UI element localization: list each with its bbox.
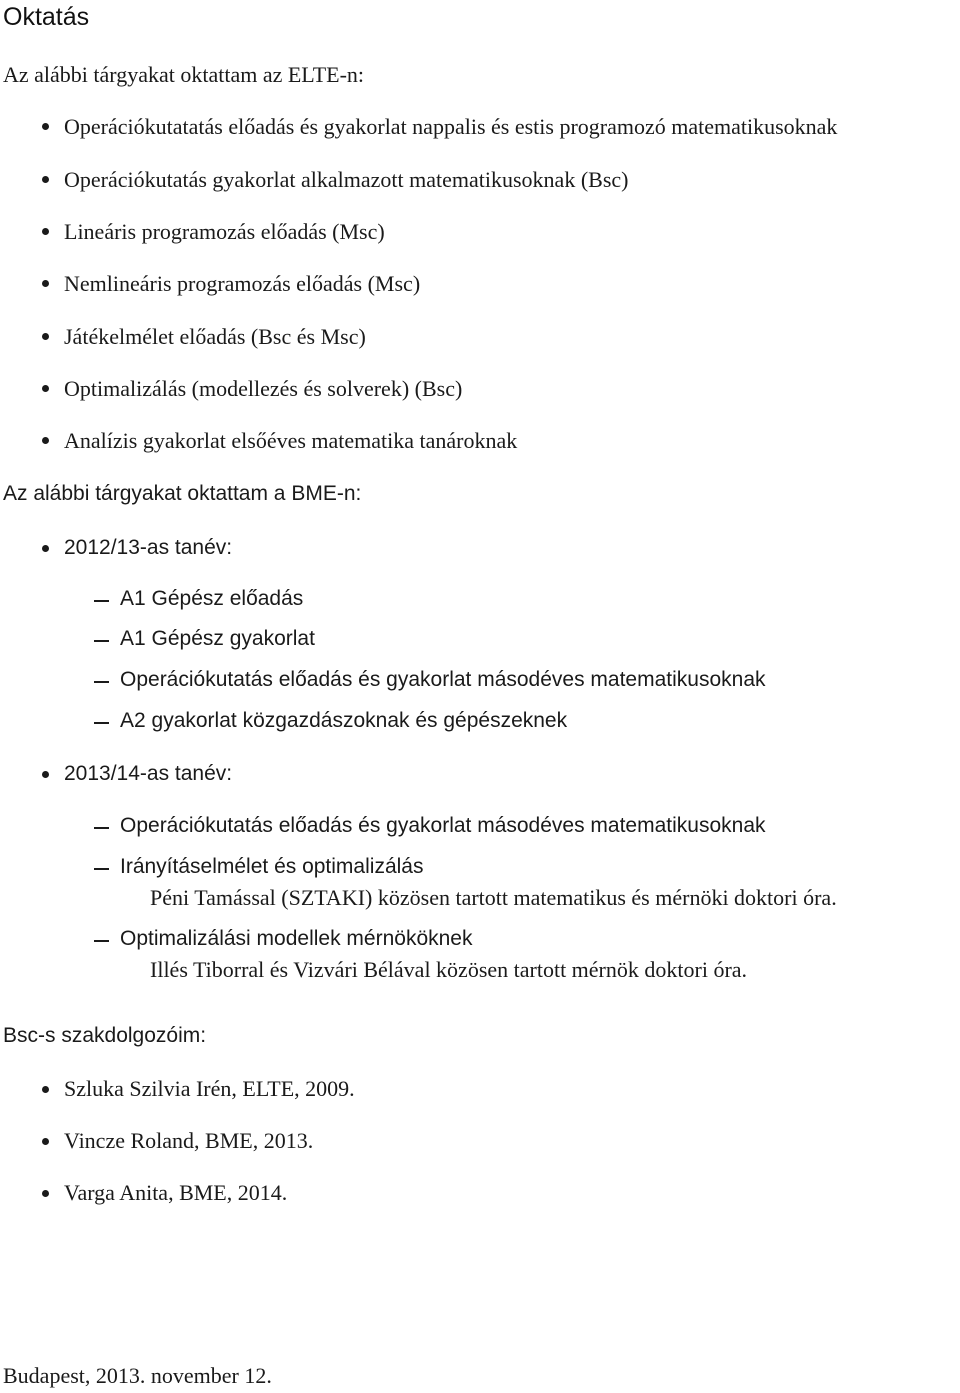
dash-icon <box>94 827 109 829</box>
bullet-icon <box>42 545 49 552</box>
thesis-student-item: Szluka Szilvia Irén, ELTE, 2009. <box>64 1076 355 1101</box>
bme-course-item: Irányításelmélet és optimalizálás <box>120 855 424 878</box>
bullet-icon <box>42 385 49 392</box>
bme-course-item: Operációkutatás előadás és gyakorlat másodéves matematikusoknak <box>120 668 766 691</box>
elte-course-item: Játékelmélet előadás (Bsc és Msc) <box>64 324 366 349</box>
bme-course-note: Péni Tamással (SZTAKI) közösen tartott matematikus és mérnöki doktori óra. <box>150 885 837 910</box>
dash-icon <box>94 681 109 683</box>
bullet-icon <box>42 333 49 340</box>
bullet-icon <box>42 1138 49 1145</box>
elte-course-item: Nemlineáris programozás előadás (Msc) <box>64 271 421 296</box>
elte-course-item: Optimalizálás (modellezés és solverek) (Bsc) <box>64 376 463 401</box>
bullet-icon <box>42 1086 49 1093</box>
dash-icon <box>94 722 109 724</box>
elte-intro: Az alábbi tárgyakat oktattam az ELTE-n: <box>3 62 365 87</box>
bullet-icon <box>42 771 49 778</box>
bme-course-item: A2 gyakorlat közgazdászoknak és gépészeknek <box>120 709 568 732</box>
dash-icon <box>94 640 109 642</box>
dash-icon <box>94 940 109 942</box>
thesis-student-item: Vincze Roland, BME, 2013. <box>64 1128 314 1153</box>
bme-course-item: Operációkutatás előadás és gyakorlat másodéves matematikusoknak <box>120 814 766 837</box>
bullet-icon <box>42 123 49 130</box>
bme-year-label: 2013/14-as tanév: <box>64 762 233 785</box>
bullet-icon <box>42 228 49 235</box>
dash-icon <box>94 868 109 870</box>
elte-course-item: Lineáris programozás előadás (Msc) <box>64 219 385 244</box>
bullet-icon <box>42 280 49 287</box>
bme-intro: Az alábbi tárgyakat oktattam a BME-n: <box>3 482 362 505</box>
thesis-student-item: Varga Anita, BME, 2014. <box>64 1180 288 1205</box>
elte-course-item: Operációkutatatás előadás és gyakorlat nappalis és estis programozó matematikusoknak <box>64 114 838 139</box>
bme-course-note: Illés Tiborral és Vizvári Bélával közösen tartott mérnök doktori óra. <box>150 957 748 982</box>
bme-year-label: 2012/13-as tanév: <box>64 536 233 559</box>
bme-course-item: Optimalizálási modellek mérnököknek <box>120 927 473 950</box>
dash-icon <box>94 600 109 602</box>
elte-course-item: Analízis gyakorlat elsőéves matematika tanároknak <box>64 428 518 453</box>
bullet-icon <box>42 176 49 183</box>
bullet-icon <box>42 437 49 444</box>
section-heading: Oktatás <box>3 3 90 31</box>
bme-course-item: A1 Gépész előadás <box>120 587 304 610</box>
bullet-icon <box>42 1190 49 1197</box>
bme-course-item: A1 Gépész gyakorlat <box>120 627 315 650</box>
date-footer: Budapest, 2013. november 12. <box>3 1363 272 1388</box>
elte-course-item: Operációkutatás gyakorlat alkalmazott matematikusoknak (Bsc) <box>64 167 629 192</box>
thesis-intro: Bsc-s szakdolgozóim: <box>3 1024 207 1047</box>
